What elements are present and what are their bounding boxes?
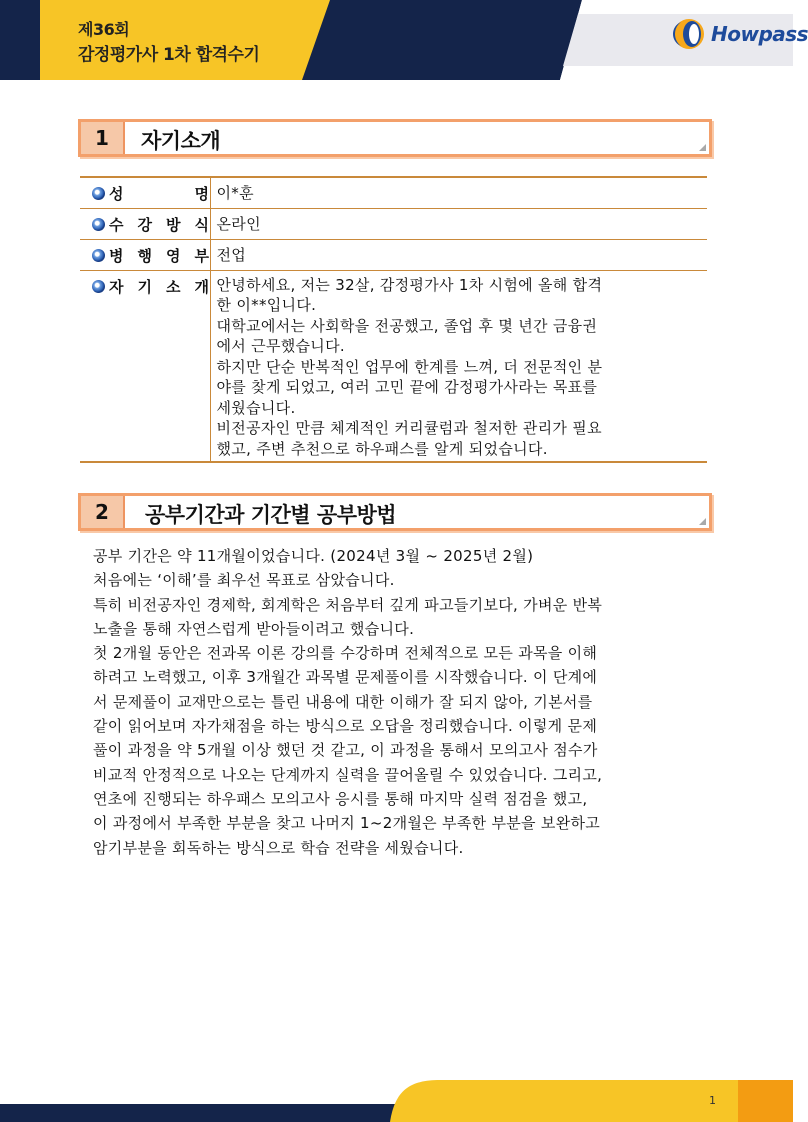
body-line: 공부 기간은 약 11개월이었습니다. (2024년 3월 ~ 2025년 2월)	[93, 547, 534, 565]
table-row	[80, 270, 707, 462]
label-char: 기	[137, 277, 152, 296]
row-label	[80, 239, 210, 270]
label-char: 식	[194, 215, 209, 234]
label-char: 개	[194, 277, 209, 296]
body-line: 연초에 진행되는 하우패스 모의고사 응시를 통해 마지막 실력 점검을 했고,	[93, 789, 588, 808]
body-line: 비교적 안정적으로 나오는 단계까지 실력을 끌어올릴 수 있었습니다. 그리고,	[93, 765, 603, 784]
body-line: 같이 읽어보며 자가채점을 하는 방식으로 오답을 정리했습니다. 이렇게 문제	[93, 717, 598, 736]
howpass-logo-icon	[672, 18, 708, 50]
table-row	[80, 239, 707, 270]
label-char: 명	[194, 185, 209, 203]
label-char: 영	[166, 246, 181, 265]
body-line: 특히 비전공자인 경제학, 회계학은 처음부터 깊게 파고들기보다, 가벼운 반복	[93, 595, 603, 614]
section-number: 2	[81, 496, 125, 528]
table-row	[80, 208, 707, 239]
label-char: 행	[137, 246, 152, 265]
section-heading-2	[78, 493, 712, 531]
body-line: 하려고 노력했고, 이후 3개월간 과목별 문제풀이를 시작했습니다. 이 단계에	[93, 668, 598, 687]
intro-line: 한 이**입니다.	[216, 296, 317, 314]
corner-decoration	[699, 144, 706, 151]
intro-line: 에서 근무했습니다.	[216, 337, 345, 355]
profile-table	[80, 176, 707, 463]
label-char: 수	[109, 215, 124, 234]
intro-line: 했고, 주변 추천으로 하우패스를 알게 되었습니다.	[216, 439, 548, 458]
bullet-icon	[92, 280, 105, 293]
self-intro-value	[210, 270, 707, 462]
label-char: 성	[109, 185, 124, 203]
body-line: 풀이 과정을 약 5개월 이상 했던 것 같고, 이 과정을 통해서 모의고사 점수가	[93, 741, 598, 760]
section-title: 공부기간과 기간별 공부방법	[145, 503, 397, 527]
section-heading-1	[78, 119, 712, 157]
row-label	[80, 270, 210, 462]
row-label	[80, 177, 210, 208]
row-label	[80, 208, 210, 239]
body-line: 처음에는 ‘이해’를 최우선 목표로 삼았습니다.	[93, 571, 395, 590]
bullet-icon	[92, 249, 105, 262]
study-method-value: 온라인	[216, 214, 261, 233]
page-number: 1	[709, 1094, 716, 1107]
label-char: 강	[137, 215, 152, 234]
label-char: 소	[166, 277, 181, 296]
work-status-value: 전업	[216, 245, 247, 264]
bullet-icon	[92, 218, 105, 231]
label-char: 방	[166, 215, 181, 234]
body-line: 노출을 통해 자연스럽게 받아들이려고 했습니다.	[93, 619, 415, 638]
header-exam-round: 제36회	[78, 20, 130, 39]
intro-line: 비전공자인 만큼 체계적인 커리큘럼과 철저한 관리가 필요	[216, 419, 602, 437]
name-value: 이*훈	[216, 184, 254, 202]
body-line: 서 문제풀이 교재만으로는 틀린 내용에 대한 이해가 잘 되지 않아, 기본서를	[93, 692, 593, 711]
intro-line: 안녕하세요, 저는 32살, 감정평가사 1차 시험에 올해 합격	[216, 275, 603, 294]
section-title: 자기소개	[141, 129, 221, 153]
table-row	[80, 177, 707, 208]
corner-decoration	[699, 518, 706, 525]
logo-wordmark: Howpass	[711, 22, 808, 46]
intro-line: 세웠습니다.	[216, 398, 296, 417]
howpass-logo	[672, 18, 808, 50]
intro-line: 대학교에서는 사회학을 전공했고, 졸업 후 몇 년간 금융권	[216, 316, 598, 335]
bullet-icon	[92, 187, 105, 200]
body-line: 첫 2개월 동안은 전과목 이론 강의를 수강하며 전체적으로 모든 과목을 이해	[93, 644, 598, 663]
body-line: 이 과정에서 부족한 부분을 찾고 나머지 1~2개월은 부족한 부분을 보완하고	[93, 814, 601, 833]
intro-line: 야를 찾게 되었고, 여러 고민 끝에 감정평가사라는 목표를	[216, 378, 598, 396]
study-method-body	[93, 544, 723, 860]
label-char: 자	[109, 277, 124, 296]
body-line: 암기부분을 회독하는 방식으로 학습 전략을 세웠습니다.	[93, 838, 464, 857]
label-char: 병	[109, 246, 124, 265]
intro-line: 하지만 단순 반복적인 업무에 한계를 느껴, 더 전문적인 분	[216, 357, 603, 376]
label-char: 부	[194, 246, 209, 265]
footer-banner	[0, 1080, 793, 1122]
section-number: 1	[81, 122, 125, 154]
header-document-title: 감정평가사 1차 합격수기	[78, 45, 260, 65]
